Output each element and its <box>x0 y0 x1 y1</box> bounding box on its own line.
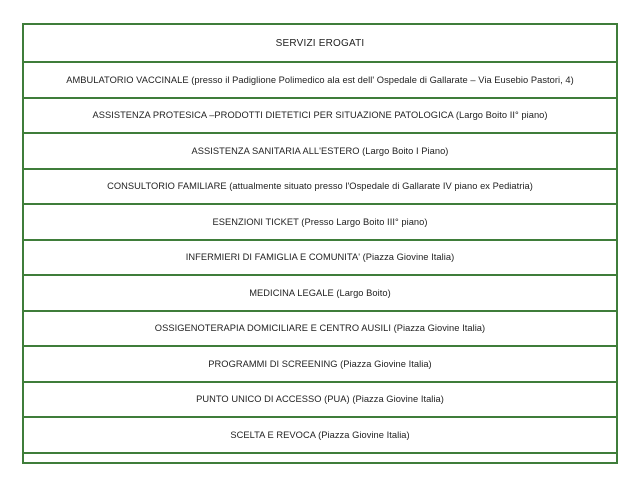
table-row <box>23 382 617 418</box>
table-row <box>23 275 617 311</box>
table-row <box>23 240 617 276</box>
service-infermieri-famiglia: INFERMIERI DI FAMIGLIA E COMUNITA' (Piazza Giovine Italia) <box>23 240 617 276</box>
service-ambulatorio-vaccinale: AMBULATORIO VACCINALE (presso il Padiglione Polimedico ala est dell' Ospedale di Gallarate – Via Eusebio Pastori, 4) <box>23 62 617 98</box>
table-row <box>23 346 617 382</box>
table-row <box>23 417 617 453</box>
service-punto-unico-accesso: PUNTO UNICO DI ACCESSO (PUA) (Piazza Giovine Italia) <box>23 382 617 418</box>
table-row <box>23 204 617 240</box>
table-row <box>23 62 617 98</box>
service-programmi-screening: PROGRAMMI DI SCREENING (Piazza Giovine Italia) <box>23 346 617 382</box>
table-row <box>23 98 617 134</box>
table-row <box>23 311 617 347</box>
table-header-row <box>23 24 617 62</box>
table-row-partial <box>23 453 617 463</box>
service-consultorio-familiare: CONSULTORIO FAMILIARE (attualmente situato presso l'Ospedale di Gallarate IV piano ex Pediatria) <box>23 169 617 205</box>
table-row <box>23 133 617 169</box>
service-assistenza-estero: ASSISTENZA SANITARIA ALL'ESTERO (Largo Boito I Piano) <box>23 133 617 169</box>
table-header: SERVIZI EROGATI <box>23 24 617 62</box>
table-row <box>23 169 617 205</box>
service-scelta-revoca: SCELTA E REVOCA (Piazza Giovine Italia) <box>23 417 617 453</box>
service-esenzioni-ticket: ESENZIONI TICKET (Presso Largo Boito III° piano) <box>23 204 617 240</box>
table-cell-partial <box>23 453 617 463</box>
services-table <box>22 23 618 464</box>
service-assistenza-protesica: ASSISTENZA PROTESICA –PRODOTTI DIETETICI PER SITUAZIONE PATOLOGICA (Largo Boito II° piano) <box>23 98 617 134</box>
service-medicina-legale: MEDICINA LEGALE (Largo Boito) <box>23 275 617 311</box>
service-ossigenoterapia: OSSIGENOTERAPIA DOMICILIARE E CENTRO AUSILI (Piazza Giovine Italia) <box>23 311 617 347</box>
